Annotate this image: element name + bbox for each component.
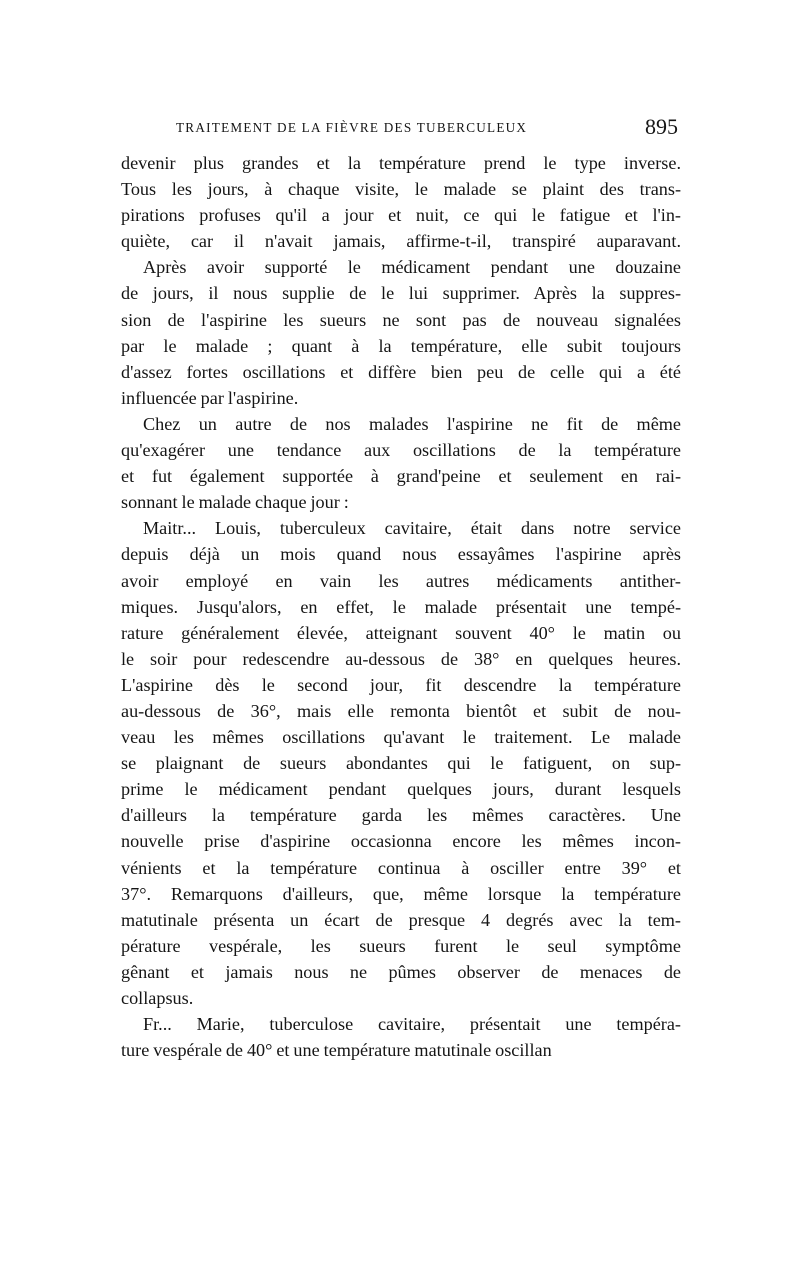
text-line: devenir plus grandes et la température prend le type inverse. xyxy=(121,153,681,173)
running-title: TRAITEMENT DE LA FIÈVRE DES TUBERCULEUX xyxy=(176,120,528,135)
text-line: Tous les jours, à chaque visite, le malade se plaint des trans- xyxy=(121,179,681,200)
text-line: se plaignant de sueurs abondantes qui le fatiguent, on sup- xyxy=(121,753,681,774)
text-line: nouvelle prise d'aspirine occasionna encore les mêmes incon- xyxy=(121,831,681,852)
text-line: d'assez fortes oscillations et diffère bien peu de celle qui a été xyxy=(121,361,681,382)
running-head xyxy=(120,112,680,142)
text-line: gênant et jamais nous ne pûmes observer de menaces de xyxy=(121,961,681,982)
text-line: Maitr... Louis, tuberculeux cavitaire, était dans notre service xyxy=(143,518,681,539)
text-line: quiète, car il n'avait jamais, affirme-t-il, transpiré auparavant. xyxy=(121,231,681,252)
text-line: qu'exagérer une tendance aux oscillations de la température xyxy=(121,440,681,461)
page-number: 895 xyxy=(645,114,678,139)
text-line: le soir pour redescendre au-dessous de 38° en quelques heures. xyxy=(121,648,681,669)
text-line: Chez un autre de nos malades l'aspirine ne fit de même xyxy=(143,413,681,434)
text-line: prime le médicament pendant quelques jours, durant lesquels xyxy=(121,779,681,800)
text-line: sion de l'aspirine les sueurs ne sont pas de nouveau signalées xyxy=(121,309,681,330)
text-line: vénients et la température continua à osciller entre 39° et xyxy=(121,857,681,878)
text-line: L'aspirine dès le second jour, fit descendre la température xyxy=(121,674,681,695)
text-line: d'ailleurs la température garda les mêmes caractères. Une xyxy=(121,805,681,826)
text-line: depuis déjà un mois quand nous essayâmes l'aspirine après xyxy=(121,544,681,565)
text-line: miques. Jusqu'alors, en effet, le malade présentait une tempé- xyxy=(121,596,681,617)
text-line: de jours, il nous supplie de le lui supprimer. Après la suppres- xyxy=(121,283,681,304)
text-line: influencée par l'aspirine. xyxy=(121,387,299,408)
text-line: Après avoir supporté le médicament pendant une douzaine xyxy=(143,257,681,278)
text-line: par le malade ; quant à la température, elle subit toujours xyxy=(121,335,681,356)
text-line: pérature vespérale, les sueurs furent le seul symptôme xyxy=(121,935,681,956)
text-line: avoir employé en vain les autres médicaments antither- xyxy=(121,570,681,591)
text-line: sonnant le malade chaque jour : xyxy=(121,492,349,513)
text-line: et fut également supportée à grand'peine et seulement en rai- xyxy=(121,466,681,487)
text-line: matutinale présenta un écart de presque 4 degrés avec la tem- xyxy=(121,909,681,930)
text-line: pirations profuses qu'il a jour et nuit, ce qui le fatigue et l'in- xyxy=(121,205,681,226)
text-line: 37°. Remarquons d'ailleurs, que, même lorsque la température xyxy=(121,883,681,904)
text-line: rature généralement élevée, atteignant souvent 40° le matin ou xyxy=(121,622,681,643)
text-line: Fr... Marie, tuberculose cavitaire, présentait une tempéra- xyxy=(143,1014,681,1035)
text-line: au-dessous de 36°, mais elle remonta bientôt et subit de nou- xyxy=(121,700,681,721)
text-line: veau les mêmes oscillations qu'avant le traitement. Le malade xyxy=(121,727,681,748)
text-line: ture vespérale de 40° et une température matutinale oscillan xyxy=(121,1040,552,1061)
text-line: collapsus. xyxy=(121,988,194,1008)
body-text xyxy=(121,150,681,1063)
